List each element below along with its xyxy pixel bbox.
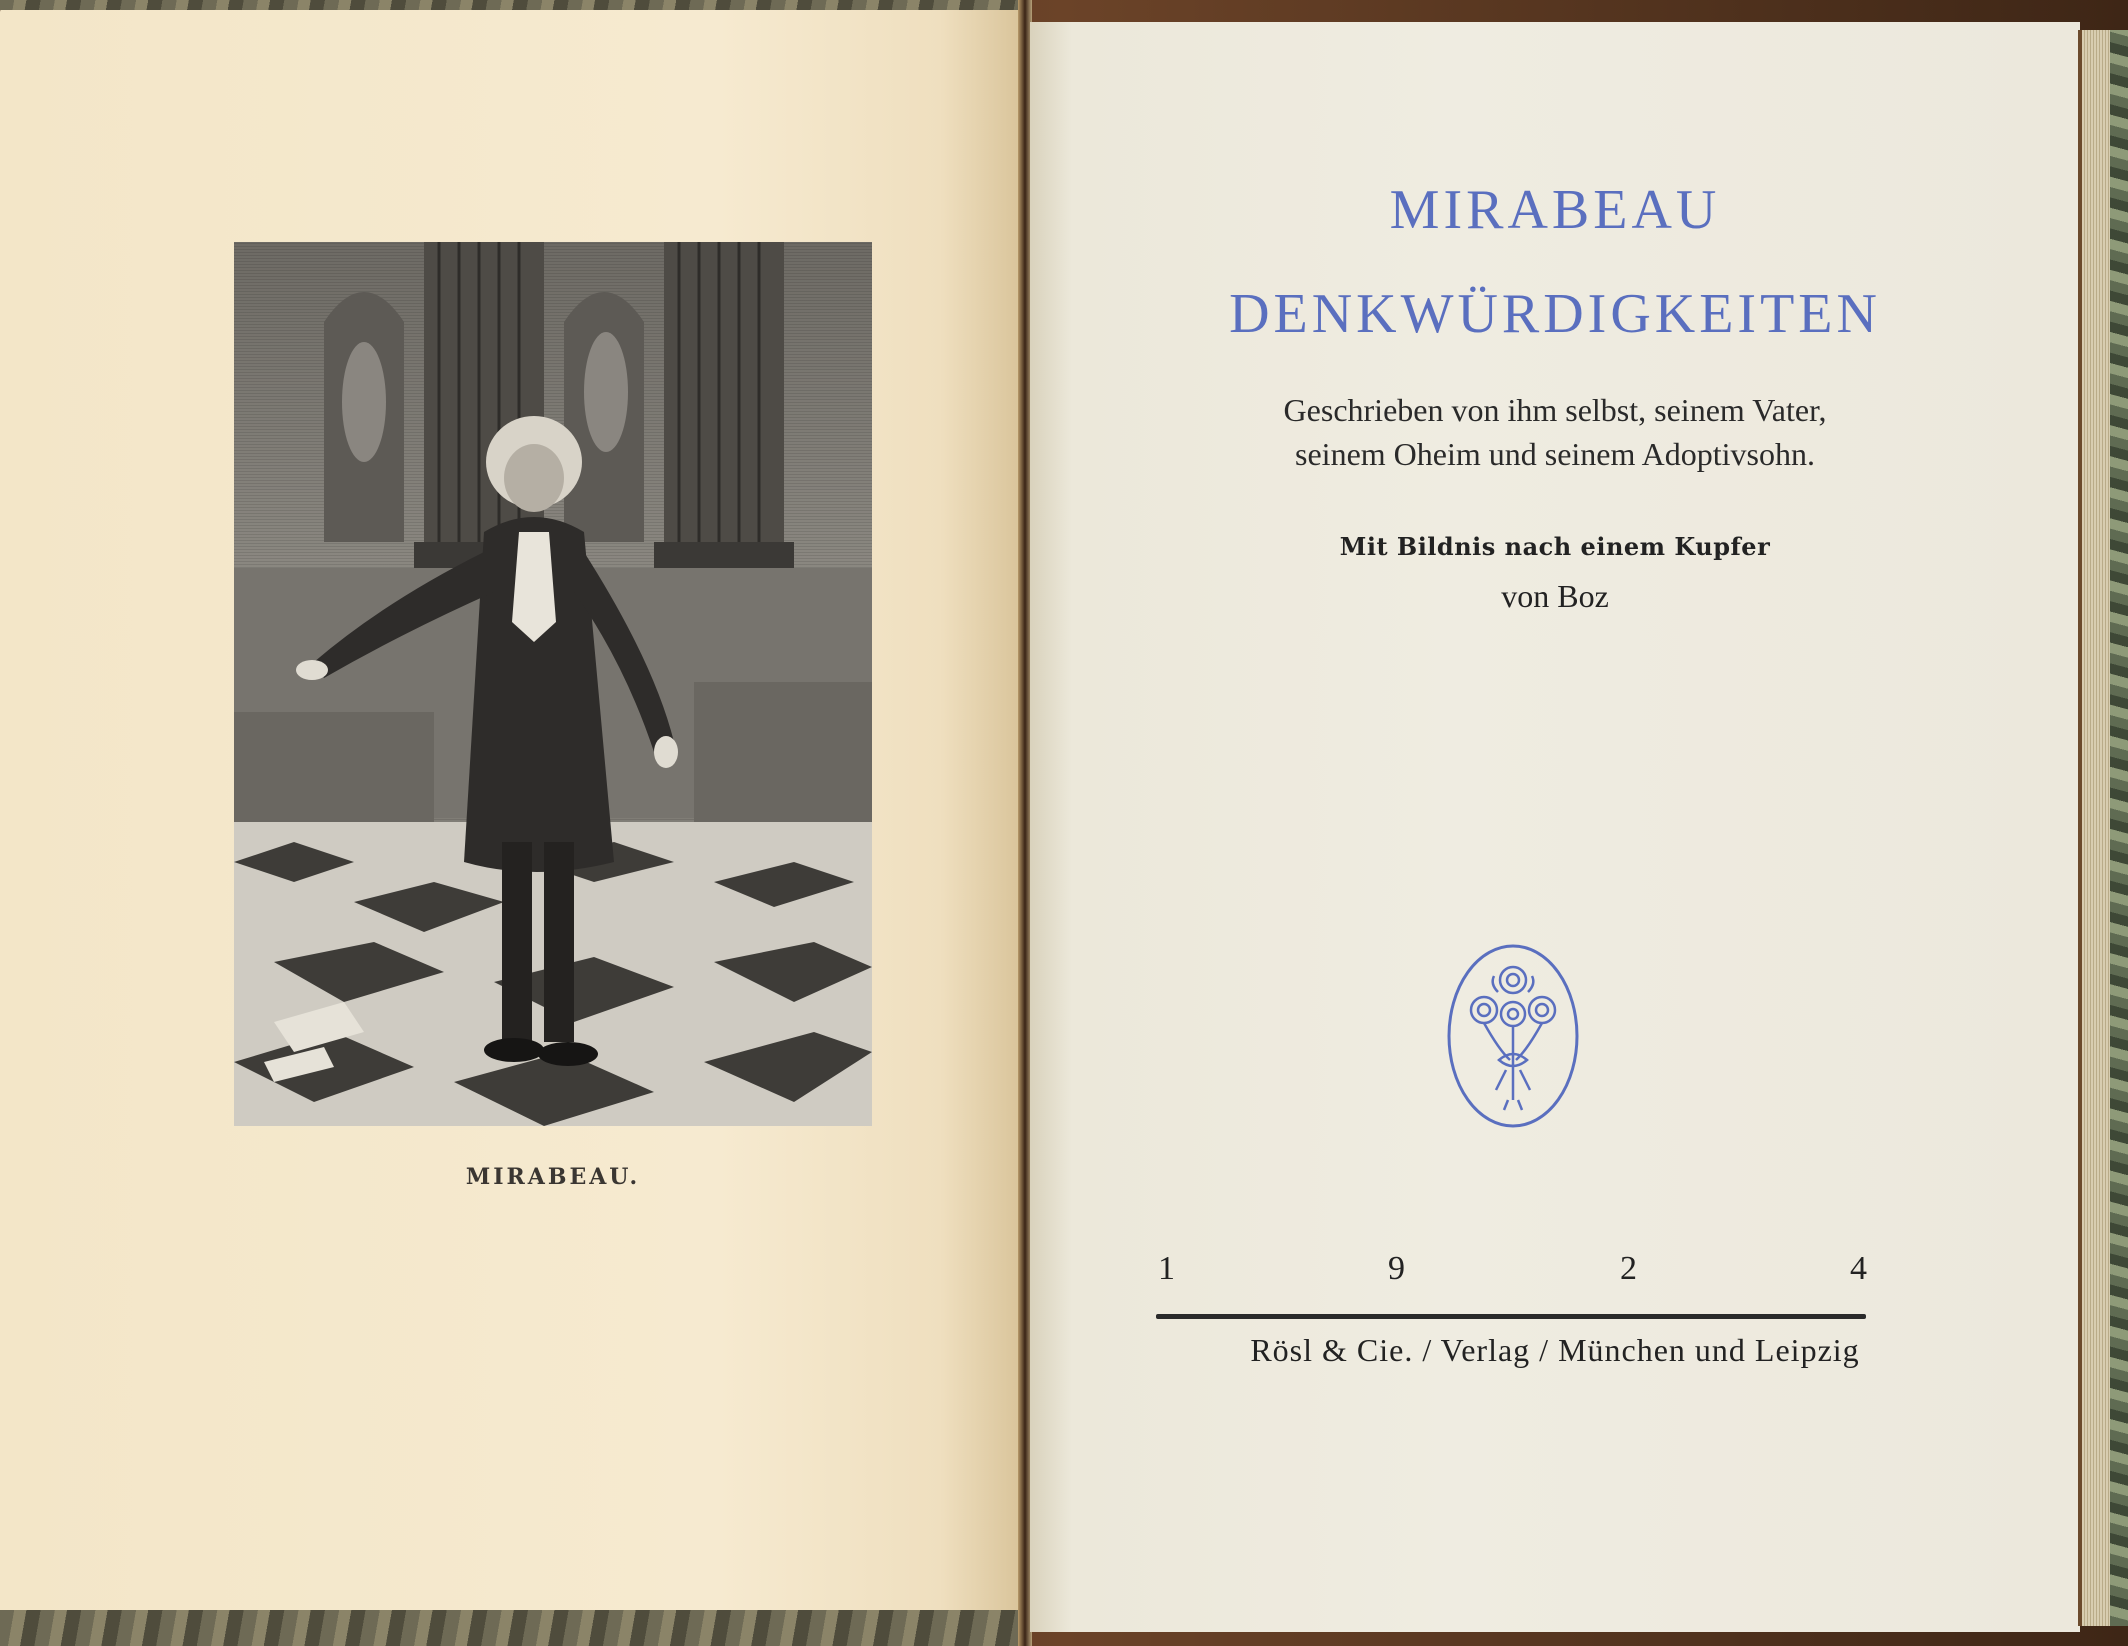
year-digit-1: 1 bbox=[1158, 1250, 1175, 1287]
title-page bbox=[1030, 22, 2080, 1632]
subtitle bbox=[1030, 388, 2080, 476]
frontispiece-caption: MIRABEAU. bbox=[465, 1164, 641, 1190]
marbled-endpaper-bottom bbox=[0, 1610, 1022, 1646]
year-digit-4: 4 bbox=[1850, 1250, 1867, 1287]
portrait-illustration bbox=[234, 242, 872, 1126]
publication-year bbox=[1156, 1250, 1872, 1290]
subtitle-line-1: Geschrieben von ihm selbst, seinem Vater, bbox=[1283, 392, 1827, 428]
marbled-endpaper-top bbox=[0, 0, 1022, 10]
publisher-imprint: Rösl & Cie. / Verlag / München und Leipzig bbox=[1250, 1332, 1860, 1368]
title-line-2: DENKWÜRDIGKEITEN bbox=[1229, 283, 1881, 345]
year-digit-3: 2 bbox=[1620, 1250, 1637, 1287]
marbled-edge bbox=[2110, 30, 2128, 1626]
year-digit-2: 9 bbox=[1388, 1250, 1405, 1287]
author-credit: von Boz bbox=[1501, 578, 1609, 614]
title-line-1: MIRABEAU bbox=[1389, 179, 1721, 241]
subtitle-line-2: seinem Oheim und seinem Adoptivsohn. bbox=[1295, 436, 1815, 472]
publisher-rose-emblem-icon bbox=[1444, 940, 1582, 1132]
imprint-rule bbox=[1156, 1314, 1866, 1319]
portrait-note: Mit Bildnis nach einem Kupfer bbox=[1339, 532, 1771, 561]
frontispiece-engraving bbox=[234, 242, 872, 1126]
